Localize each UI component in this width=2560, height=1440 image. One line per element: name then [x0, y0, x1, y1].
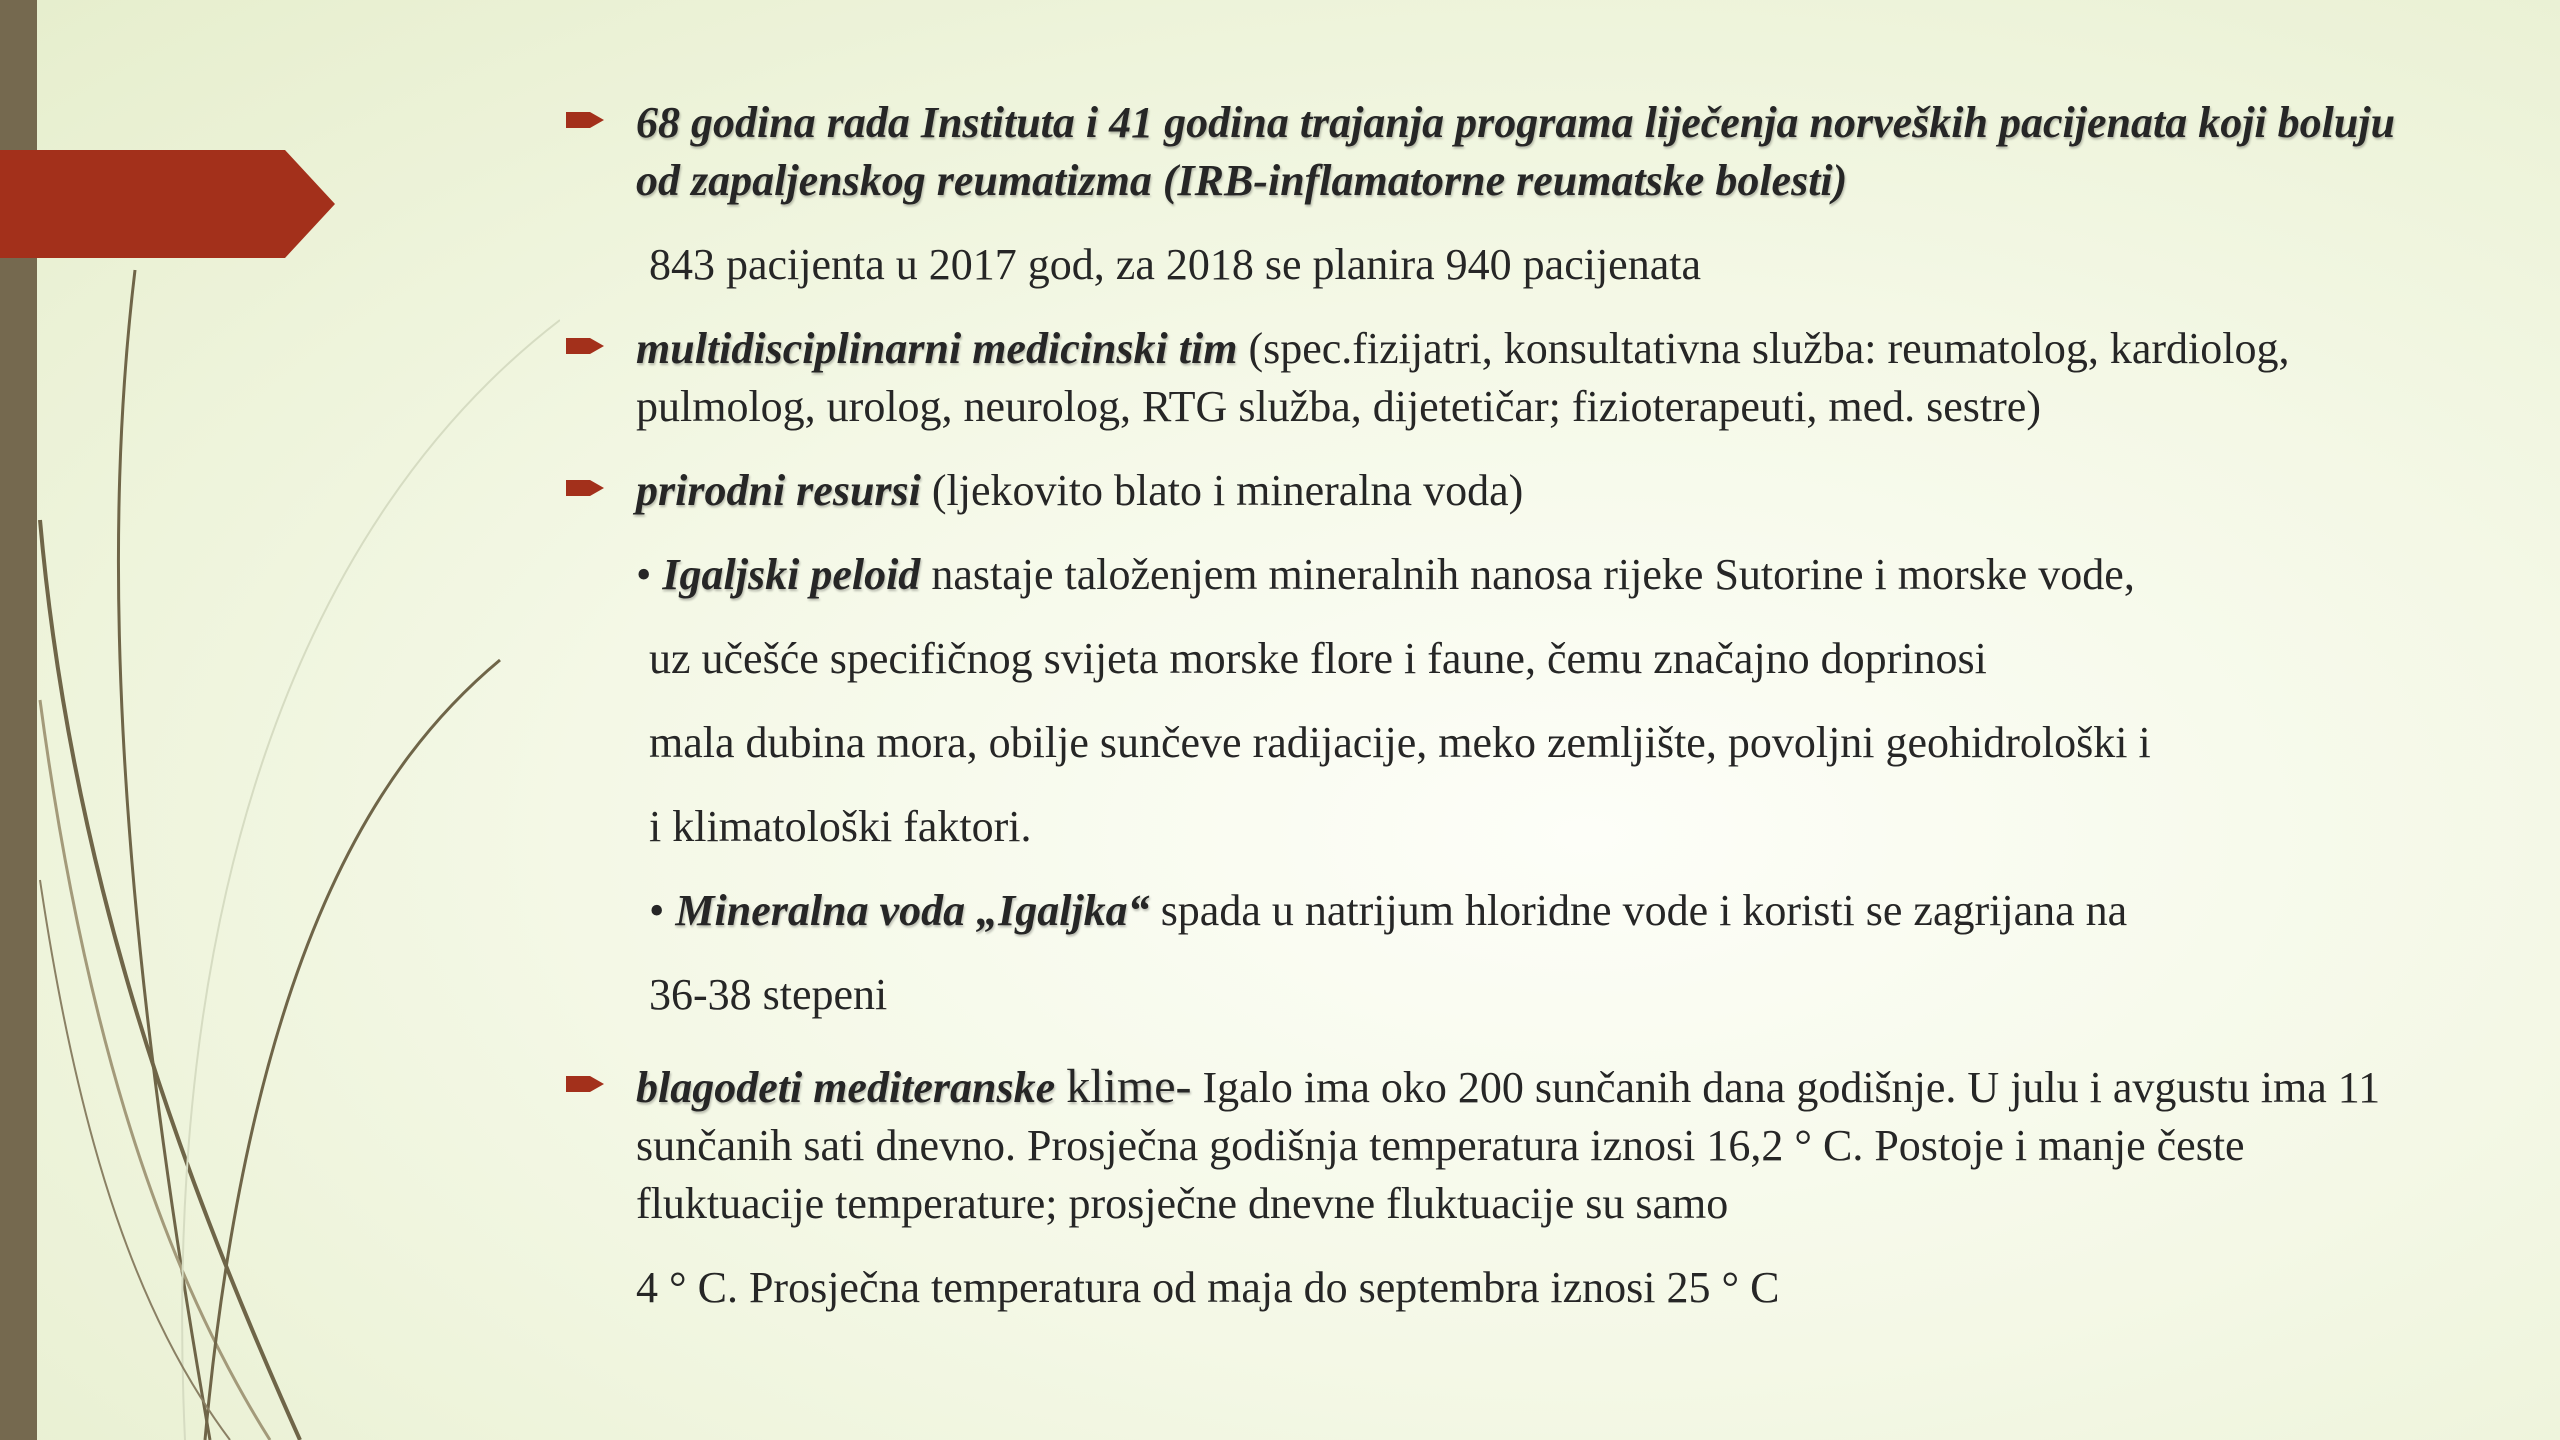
sub-bullet-emphasis: Mineralna voda „Igaljka“ — [675, 886, 1150, 935]
sub-bullet-emphasis: Igaljski peloid — [662, 550, 921, 599]
bullet-text: (ljekovito blato i mineralna voda) — [920, 466, 1524, 515]
patients-line: 843 pacijenta u 2017 god, za 2018 se planira 940 pacijenata — [649, 240, 1701, 289]
bullet-emphasis: blagodeti mediteranske — [636, 1063, 1067, 1112]
bullet-arrow-icon — [566, 335, 604, 357]
bullet-text: Igalo ima oko 200 sunčanih dana godišnje. U julu i avgustu ima 11 sunčanih sati dnevno. Prosječna godišnja temperatura iznosi 16,2 ° C. Postoje i manje česte fluktuacije temperature; prosječne dnevne fluktuacije su samo — [636, 1063, 2381, 1228]
bullet-natural-resources — [566, 462, 2396, 520]
bullet-emphasis: prirodni resursi — [636, 466, 921, 515]
climate-last-line: 4 ° C. Prosječna temperatura od maja do septembra iznosi 25 ° C — [636, 1263, 1780, 1312]
bullet-emphasis-klime: klime- — [1066, 1060, 1192, 1113]
peloid-line-4: i klimatološki faktori. — [649, 802, 1032, 851]
bullet-arrow-icon — [566, 109, 604, 131]
slide-body — [566, 94, 2396, 1343]
accent-arrow-shape — [0, 150, 340, 260]
sub-bullet-peloid — [566, 546, 2396, 604]
peloid-line-3: mala dubina mora, obilje sunčeve radijacije, meko zemljište, povoljni geohidrološki i — [649, 718, 2151, 767]
bullet-climate — [566, 1058, 2396, 1233]
bullet-arrow-icon — [566, 477, 604, 499]
peloid-line-2: uz učešće specifičnog svijeta morske flore i faune, čemu značajno doprinosi — [649, 634, 1987, 683]
sub-bullet-mineral-water — [566, 882, 2396, 940]
bullet-institute-history — [566, 94, 2396, 210]
sub-bullet-text: spada u natrijum hloridne vode i koristi se zagrijana na — [1149, 886, 2128, 935]
bullet-text: 68 godina rada Instituta i 41 godina trajanja programa liječenja norveških pacijenata koji boluju od zapaljenskog reumatizma (IRB-inflamatorne reumatske bolesti) — [636, 98, 2396, 205]
bullet-medical-team — [566, 320, 2396, 436]
sub-bullet-dot: • — [636, 550, 663, 599]
bullet-text: (spec.fizijatri, konsultativna služba: reumatolog, kardiolog, pulmolog, urolog, neurolog, RTG služba, dijetetičar; fizioterapeuti, med. sestre) — [636, 324, 2290, 431]
bullet-emphasis: multidisciplinarni medicinski tim — [636, 324, 1238, 373]
bullet-arrow-icon — [566, 1073, 604, 1095]
mineral-water-line-2: 36-38 stepeni — [649, 970, 888, 1019]
sub-bullet-text: nastaje taloženjem mineralnih nanosa rijeke Sutorine i morske vode, — [920, 550, 2135, 599]
sub-bullet-dot: • — [649, 886, 676, 935]
